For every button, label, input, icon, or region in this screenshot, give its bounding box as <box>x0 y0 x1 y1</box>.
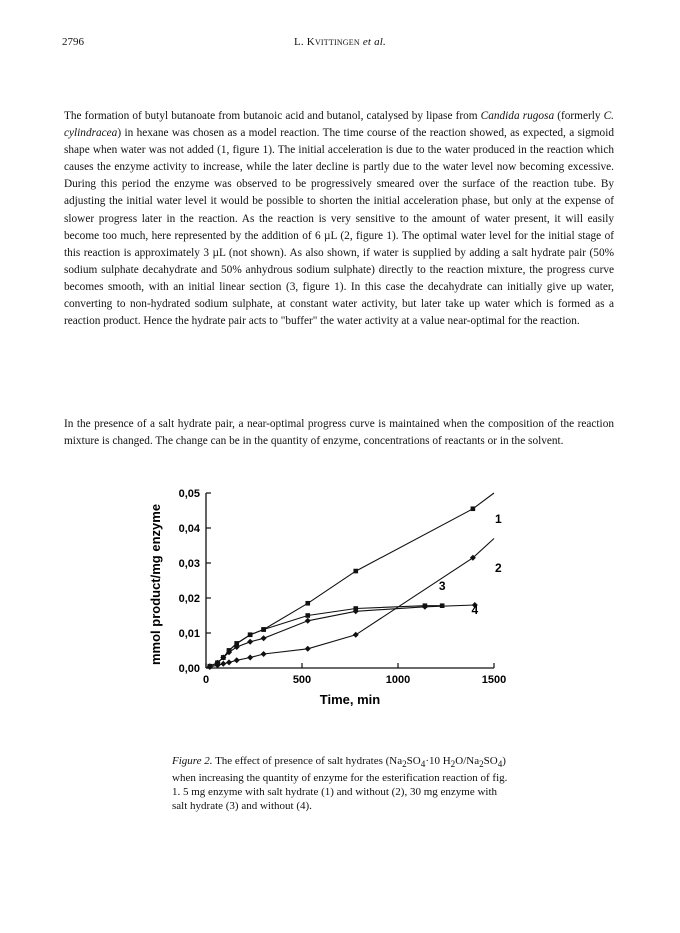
figure-caption <box>172 754 514 813</box>
series-label-2: 2 <box>494 560 502 575</box>
y-tick-label: 0,02 <box>178 593 200 605</box>
y-axis-title: mmol product/mg enzyme <box>148 503 163 666</box>
paragraph-2: In the presence of a salt hydrate pair, a near-optimal progress curve is maintained when the composition of the reaction mixture is changed. The change can be in the quantity of enzyme, concentrations of reactants or in the solvent. <box>64 418 614 448</box>
paragraph-1 <box>64 108 614 330</box>
author-name: L. Kvittingen <box>293 36 360 48</box>
caption-sub-3: 2 <box>450 759 456 770</box>
y-tick-label: 0,03 <box>178 558 200 570</box>
y-tick-label: 0,04 <box>178 523 200 535</box>
caption-text-d: O/Na <box>455 755 480 767</box>
data-point-square <box>261 627 266 632</box>
data-point-diamond <box>220 661 226 667</box>
caption-text-a: The effect of presence of salt hydrates (Na <box>212 755 403 767</box>
figure-label: Figure 2. <box>172 755 213 767</box>
x-axis-title: Time, min <box>319 692 381 707</box>
caption-text-f: ) when increasing the quantity of enzyme for the esterification reaction of fig. 1. 5 mg enzyme with salt hydrate (1) and without (2), 30 mg enzyme with salt hydrate (3) and without (4). <box>172 755 508 813</box>
caption-sub-1: 2 <box>402 759 407 770</box>
data-point-diamond <box>234 657 240 663</box>
data-point-diamond <box>261 651 267 657</box>
page-number: 2796 <box>62 36 84 48</box>
x-tick-label: 0 <box>202 674 210 686</box>
p1-text-3: ) in hexane was chosen as a model reaction. The time course of the reaction showed, as expected, a sigmoid shape when water was not added (1, figure 1). The initial acceleration is due to the water produced in the reaction which causes the enzyme activity to increase, while the later decline is partly due to the water level now becoming excessive. During this period the enzyme was observed to be progressively smeared over the surface of the reaction tube. By adjusting the initial water level it would be possible to shorten the initial acceleration phase, but only at the expense of slower progress later in the reaction. As the reaction is very sensitive to the amount of water present, it will easily become too much, here represented by the addition of 6 µL (2, figure 1). The optimal water level for the initial stage of this reaction is approximately 3 µL (not shown). As also shown, if water is supplied by adding a salt hydrate pair (50% sodium sulphate decahydrate and 50% anhydrous sodium sulphate) directly to the reaction mixture, the progress curve becomes smooth, with an initial linear section (3, figure 1). In this case the decahydrate can initially give up water, converting to non-hydrated sodium sulphate, at constant water activity, but later take up water which is formed as a reaction product. Hence the hydrate pair acts to "buffer" the water activity at a value near-optimal for the reaction. <box>64 127 614 328</box>
data-point-diamond <box>305 618 311 624</box>
series-label-1: 1 <box>494 511 502 526</box>
data-point-square <box>471 506 476 511</box>
series-line-1 <box>210 493 494 666</box>
series-line-2 <box>210 539 494 667</box>
data-point-diamond <box>247 655 253 661</box>
data-point-square <box>305 613 310 618</box>
caption-text-e: SO <box>483 755 498 767</box>
data-point-diamond <box>247 639 253 645</box>
x-tick-label: 1500 <box>481 674 507 686</box>
data-point-square <box>353 569 358 574</box>
y-tick-label: 0,00 <box>178 663 200 675</box>
series-labels <box>439 512 502 617</box>
data-point-diamond <box>305 646 311 652</box>
data-point-diamond <box>261 635 267 641</box>
x-tick-label: 500 <box>292 674 312 686</box>
caption-sub-5: 4 <box>497 759 503 770</box>
caption-text-b: SO <box>406 755 421 767</box>
x-tick-label: 1000 <box>385 674 411 686</box>
p1-text-1: The formation of butyl butanoate from butanoic acid and butanol, catalysed by lipase from <box>64 110 481 122</box>
running-header <box>0 36 680 48</box>
data-point-square <box>305 601 310 606</box>
caption-sub-2: 4 <box>420 759 426 770</box>
caption-text-c: ·10 H <box>425 755 451 767</box>
chart-series <box>207 493 494 670</box>
y-tick-label: 0,01 <box>178 628 200 640</box>
caption-sub-4: 2 <box>479 759 484 770</box>
series-label-3: 3 <box>438 578 446 593</box>
species-name-2: C. cylindracea <box>64 110 614 140</box>
species-name-1: Candida rugosa <box>480 110 555 122</box>
series-label-4: 4 <box>471 602 479 617</box>
series-line-3 <box>210 606 442 667</box>
author-etal: et al. <box>362 36 387 48</box>
p1-text-2: (formerly <box>554 110 604 122</box>
data-point-square <box>248 632 253 637</box>
data-point-diamond <box>226 659 232 665</box>
data-point-diamond <box>353 632 359 638</box>
y-tick-label: 0,05 <box>178 488 200 500</box>
progress-curve-chart <box>146 477 516 735</box>
